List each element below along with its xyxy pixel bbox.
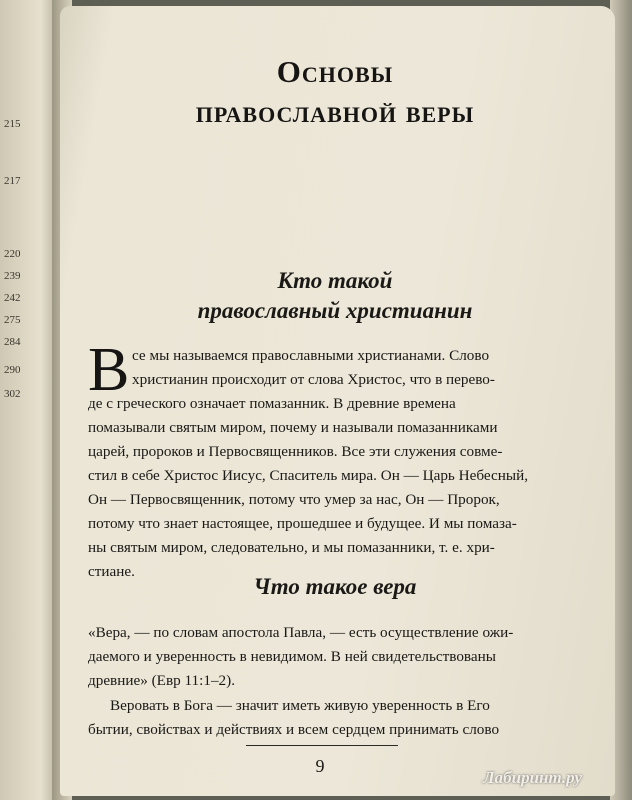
paragraph-line: царей, пророков и Первосвященников. Все эти служения совме- bbox=[88, 443, 503, 460]
paragraph-line: стил в себе Христос Иисус, Спаситель мира. Он — Царь Небесный, bbox=[88, 467, 528, 484]
toc-page-number: 290 bbox=[4, 364, 21, 376]
toc-page-number: 302 bbox=[4, 388, 21, 400]
body-paragraph bbox=[88, 694, 568, 742]
previous-page-edge bbox=[0, 0, 58, 800]
toc-page-number: 220 bbox=[4, 248, 21, 260]
paragraph-line: даемого и уверенность в невидимом. В ней свидетельствованы bbox=[88, 648, 496, 665]
chapter-title-line-1: Основы bbox=[276, 54, 394, 89]
toc-page-number: 242 bbox=[4, 292, 21, 304]
section-heading-line-2: православный христианин bbox=[197, 298, 473, 323]
paragraph-line: стиане. bbox=[88, 563, 135, 580]
section1-paragraph bbox=[88, 344, 568, 584]
paragraph-line: помазывали святым миром, почему и называли помазанниками bbox=[88, 419, 498, 436]
paragraph-line: потому что знает настоящее, прошедшее и будущее. И мы помаза- bbox=[88, 515, 517, 532]
paragraph-line: Веровать в Бога — значит иметь живую уверенность в Его bbox=[110, 697, 490, 714]
toc-page-number: 284 bbox=[4, 336, 21, 348]
book-page bbox=[60, 6, 615, 796]
section-heading-line-1: Кто такой bbox=[277, 268, 393, 293]
quote-paragraph bbox=[88, 621, 568, 693]
paragraph-line: бытии, свойствах и действиях и всем сердцем принимать слово bbox=[88, 721, 500, 738]
toc-page-number: 239 bbox=[4, 270, 21, 282]
paragraph-line: древние» (Евр 11:1–2). bbox=[88, 672, 235, 689]
toc-page-number: 275 bbox=[4, 314, 21, 326]
toc-page-number: 217 bbox=[4, 175, 21, 187]
drop-cap: В bbox=[88, 336, 130, 404]
chapter-title-line-2: православной веры bbox=[195, 94, 475, 129]
paragraph-line: христианин происходит от слова Христос, что в перево- bbox=[132, 371, 495, 388]
paragraph-line: се мы называемся православными христианами. Слово bbox=[132, 347, 490, 364]
toc-page-number: 215 bbox=[4, 118, 21, 130]
page-number: 9 bbox=[315, 756, 325, 776]
watermark-logo: Лабиринт.ру bbox=[483, 768, 582, 787]
paragraph-line: де с греческого означает помазанник. В древние времена bbox=[88, 395, 456, 412]
footer-rule bbox=[246, 745, 398, 746]
paragraph-line: Он — Первосвященник, потому что умер за нас, Он — Пророк, bbox=[88, 491, 500, 508]
paragraph-line: ны святым миром, следовательно, и мы помазанники, т. е. хри- bbox=[88, 539, 495, 556]
paragraph-line: «Вера, — по словам апостола Павла, — есть осуществление ожи- bbox=[88, 624, 514, 641]
section-heading: Что такое вера bbox=[253, 574, 417, 599]
